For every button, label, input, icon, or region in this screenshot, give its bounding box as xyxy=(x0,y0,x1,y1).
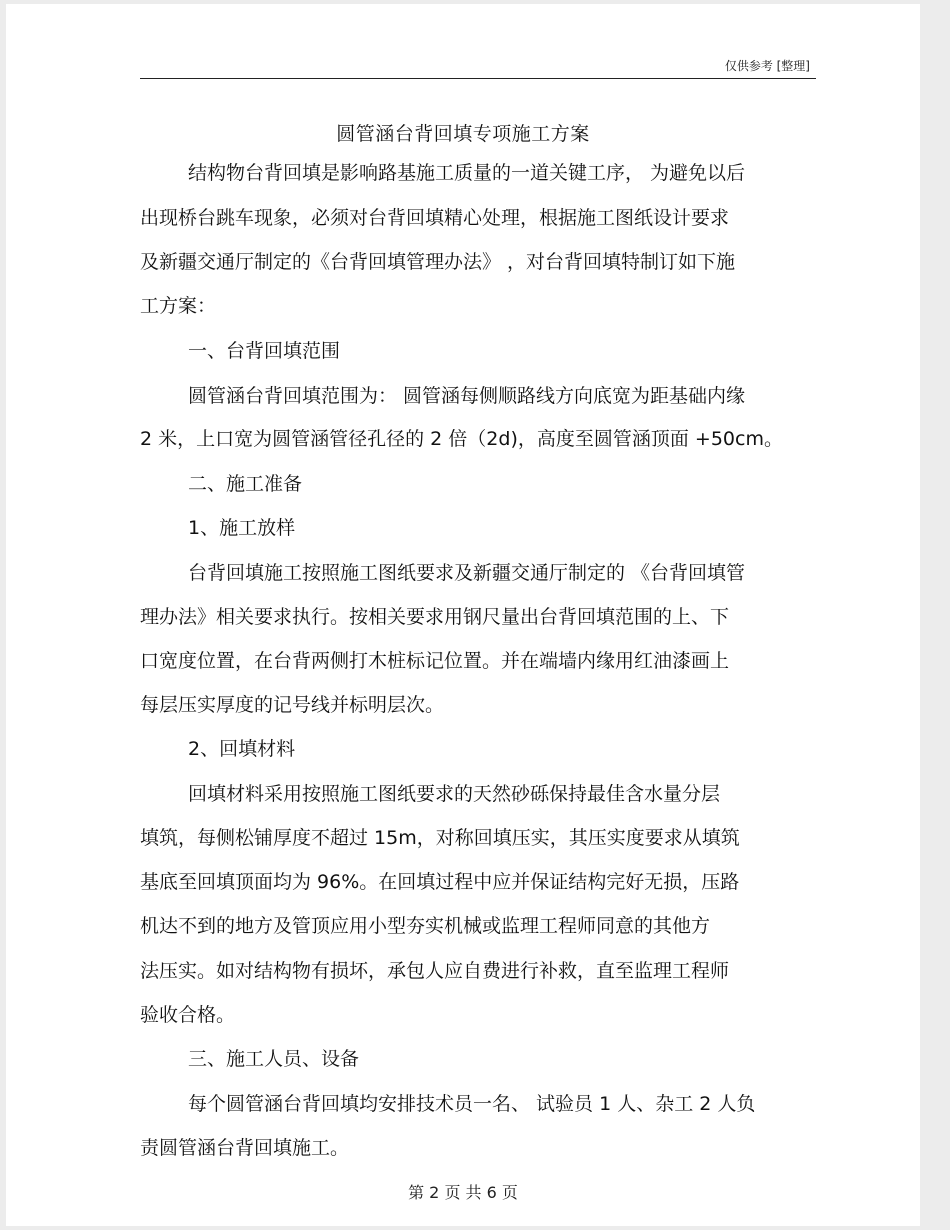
subsection-heading: 2、回填材料 xyxy=(188,738,296,760)
document-title: 圆管涵台背回填专项施工方案 xyxy=(336,123,590,145)
text-line: 每个圆管涵台背回填均安排技术员一名、 试验员 1 人、杂工 2 人负 xyxy=(188,1093,756,1115)
text-line: 机达不到的地方及管顶应用小型夯实机械或监理工程师同意的其他方 xyxy=(140,915,711,937)
text-line: 工方案： xyxy=(140,295,217,317)
header-note: 仅供参考 [整理] xyxy=(724,59,810,73)
text-line: 基底至回填顶面均为 96%。在回填过程中应并保证结构完好无损，压路 xyxy=(140,871,740,893)
subsection-heading: 1、施工放样 xyxy=(188,517,296,539)
text-line: 圆管涵台背回填范围为： 圆管涵每侧顺路线方向底宽为距基础内缘 xyxy=(188,385,746,407)
section-heading: 三、施工人员、设备 xyxy=(188,1048,360,1070)
text-line: 法压实。如对结构物有损坏，承包人应自费进行补救，直至监理工程师 xyxy=(140,960,730,982)
page-number-footer: 第 2 页 共 6 页 xyxy=(408,1183,518,1202)
text-line: 每层压实厚度的记号线并标明层次。 xyxy=(140,694,445,716)
section-heading: 一、台背回填范围 xyxy=(188,340,341,362)
header-rule xyxy=(140,78,816,79)
text-line: 台背回填施工按照施工图纸要求及新疆交通厅制定的 《台背回填管 xyxy=(188,562,746,584)
text-line: 填筑，每侧松铺厚度不超过 15m，对称回填压实，其压实度要求从填筑 xyxy=(140,827,740,849)
section-heading: 二、施工准备 xyxy=(188,473,303,495)
text-line: 回填材料采用按照施工图纸要求的天然砂砾保持最佳含水量分层 xyxy=(188,783,721,805)
text-line: 结构物台背回填是影响路基施工质量的一道关键工序， 为避免以后 xyxy=(188,162,746,184)
text-line: 口宽度位置，在台背两侧打木桩标记位置。并在端墙内缘用红油漆画上 xyxy=(140,650,730,672)
text-line: 2 米，上口宽为圆管涵管径孔径的 2 倍（2d)，高度至圆管涵顶面 +50cm。 xyxy=(140,428,783,450)
text-line: 理办法》相关要求执行。按相关要求用钢尺量出台背回填范围的上、下 xyxy=(140,606,730,628)
text-line: 及新疆交通厅制定的《台背回填管理办法》 ，对台背回填特制订如下施 xyxy=(140,251,736,273)
document-page xyxy=(6,4,920,1226)
text-line: 责圆管涵台背回填施工。 xyxy=(140,1137,350,1159)
text-line: 出现桥台跳车现象，必须对台背回填精心处理，根据施工图纸设计要求 xyxy=(140,207,730,229)
text-line: 验收合格。 xyxy=(140,1004,236,1026)
